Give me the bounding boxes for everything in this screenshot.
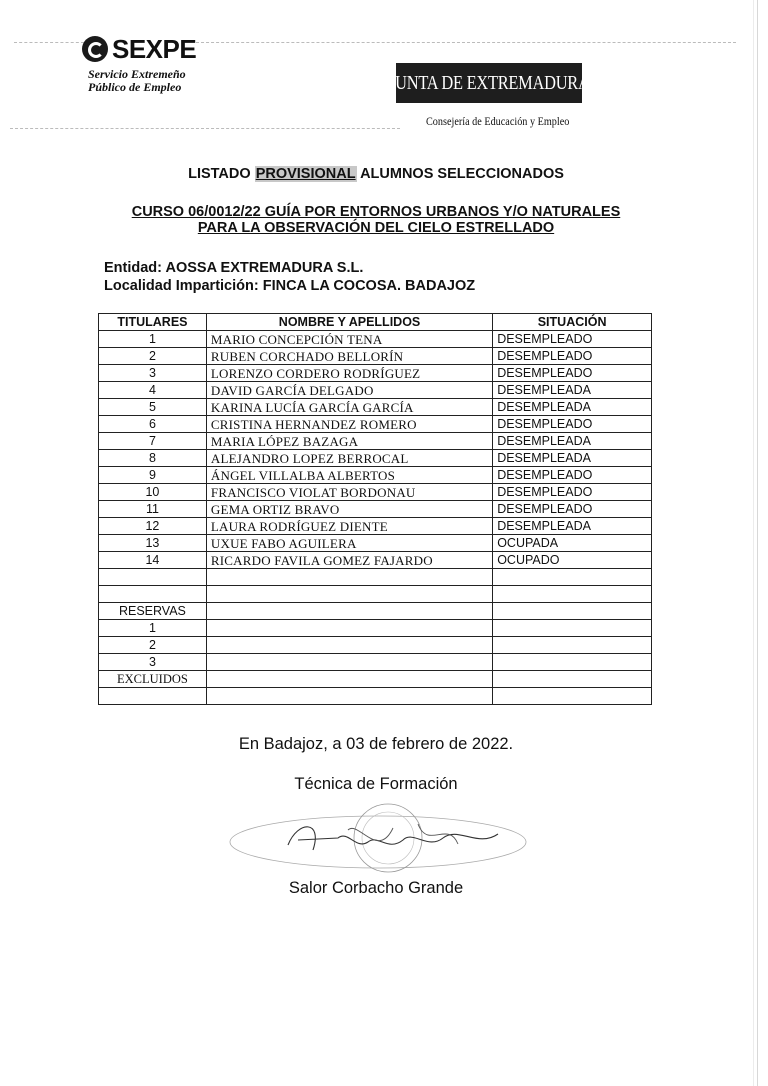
table-body bbox=[99, 331, 652, 705]
row-number: 11 bbox=[99, 501, 207, 518]
student-status: DESEMPLEADO bbox=[493, 467, 652, 484]
student-name: UXUE FABO AGUILERA bbox=[206, 535, 492, 552]
place-date: En Badajoz, a 03 de febrero de 2022. bbox=[238, 735, 514, 753]
empty-cell bbox=[493, 620, 652, 637]
student-name: DAVID GARCÍA DELGADO bbox=[206, 382, 492, 399]
scan-artifact bbox=[10, 128, 400, 129]
student-name: GEMA ORTIZ BRAVO bbox=[206, 501, 492, 518]
scan-edge bbox=[757, 0, 758, 1086]
student-status: DESEMPLEADO bbox=[493, 331, 652, 348]
student-status: DESEMPLEADO bbox=[493, 501, 652, 518]
empty-cell bbox=[99, 569, 207, 586]
document-title bbox=[0, 166, 752, 182]
scan-edge bbox=[753, 0, 754, 1086]
table-row bbox=[99, 433, 652, 450]
empty-cell bbox=[206, 586, 492, 603]
student-name: KARINA LUCÍA GARCÍA GARCÍA bbox=[206, 399, 492, 416]
empty-cell bbox=[206, 688, 492, 705]
student-status: OCUPADO bbox=[493, 552, 652, 569]
student-status: DESEMPLEADO bbox=[493, 484, 652, 501]
row-number: 10 bbox=[99, 484, 207, 501]
sexpe-logo-icon bbox=[82, 36, 108, 62]
student-status: DESEMPLEADA bbox=[493, 450, 652, 467]
empty-cell bbox=[493, 637, 652, 654]
junta-logo bbox=[388, 63, 590, 103]
student-name: ALEJANDRO LOPEZ BERROCAL bbox=[206, 450, 492, 467]
table-row bbox=[99, 382, 652, 399]
student-name: LORENZO CORDERO RODRÍGUEZ bbox=[206, 365, 492, 382]
table-row bbox=[99, 331, 652, 348]
row-number: 12 bbox=[99, 518, 207, 535]
entity-label: Entidad: AOSSA EXTREMADURA S.L. bbox=[104, 260, 364, 276]
row-number: 8 bbox=[99, 450, 207, 467]
empty-cell bbox=[206, 569, 492, 586]
student-status: DESEMPLEADA bbox=[493, 399, 652, 416]
sexpe-logo-name: SEXPE bbox=[112, 34, 197, 64]
title-part: ALUMNOS SELECCIONADOS bbox=[356, 166, 564, 182]
empty-row bbox=[99, 688, 652, 705]
student-status: OCUPADA bbox=[493, 535, 652, 552]
reserve-number: 3 bbox=[99, 654, 207, 671]
empty-cell bbox=[206, 603, 492, 620]
junta-department: Consejería de Educación y Empleo bbox=[426, 114, 570, 128]
row-number: 6 bbox=[99, 416, 207, 433]
scan-artifact bbox=[14, 42, 84, 43]
location-label: Localidad Impartición: FINCA LA COCOSA. BADAJOZ bbox=[104, 278, 476, 294]
sexpe-logo bbox=[82, 34, 222, 94]
sexpe-subtitle-line: Público de Empleo bbox=[88, 80, 182, 94]
table-row bbox=[99, 518, 652, 535]
empty-cell bbox=[493, 569, 652, 586]
table-header-row bbox=[99, 314, 652, 331]
student-name: MARIA LÓPEZ BAZAGA bbox=[206, 433, 492, 450]
student-status: DESEMPLEADO bbox=[493, 348, 652, 365]
title-part: LISTADO bbox=[188, 166, 255, 182]
student-name: CRISTINA HERNANDEZ ROMERO bbox=[206, 416, 492, 433]
table-row bbox=[99, 399, 652, 416]
empty-cell bbox=[206, 620, 492, 637]
reserve-row bbox=[99, 637, 652, 654]
row-number: 14 bbox=[99, 552, 207, 569]
empty-cell bbox=[493, 654, 652, 671]
junta-logo-name: JUNTA DE EXTREMADURA bbox=[388, 71, 590, 94]
table-row bbox=[99, 501, 652, 518]
reserve-row bbox=[99, 654, 652, 671]
stamp-circle bbox=[354, 804, 422, 872]
column-header: TITULARES bbox=[99, 314, 207, 331]
row-number: 4 bbox=[99, 382, 207, 399]
row-number: 5 bbox=[99, 399, 207, 416]
column-header: NOMBRE Y APELLIDOS bbox=[206, 314, 492, 331]
excluded-label: EXCLUIDOS bbox=[99, 671, 207, 688]
signer-name: Salor Corbacho Grande bbox=[288, 879, 464, 897]
student-name: RICARDO FAVILA GOMEZ FAJARDO bbox=[206, 552, 492, 569]
reserve-number: 2 bbox=[99, 637, 207, 654]
student-status: DESEMPLEADA bbox=[493, 433, 652, 450]
student-status: DESEMPLEADA bbox=[493, 518, 652, 535]
student-status: DESEMPLEADO bbox=[493, 416, 652, 433]
empty-cell bbox=[206, 671, 492, 688]
column-header: SITUACIÓN bbox=[493, 314, 652, 331]
row-number: 9 bbox=[99, 467, 207, 484]
student-name: ÁNGEL VILLALBA ALBERTOS bbox=[206, 467, 492, 484]
signature-stroke bbox=[288, 827, 498, 850]
table-row bbox=[99, 348, 652, 365]
reserve-row bbox=[99, 620, 652, 637]
sexpe-subtitle-line: Servicio Extremeño bbox=[88, 67, 186, 81]
sexpe-logo-subtitle bbox=[88, 68, 248, 94]
table-row bbox=[99, 535, 652, 552]
empty-row bbox=[99, 586, 652, 603]
students-table bbox=[98, 313, 652, 705]
empty-cell bbox=[493, 603, 652, 620]
student-name: RUBEN CORCHADO BELLORÍN bbox=[206, 348, 492, 365]
empty-cell bbox=[206, 637, 492, 654]
student-status: DESEMPLEADA bbox=[493, 382, 652, 399]
row-number: 1 bbox=[99, 331, 207, 348]
student-name: MARIO CONCEPCIÓN TENA bbox=[206, 331, 492, 348]
reserve-number: 1 bbox=[99, 620, 207, 637]
student-name: LAURA RODRÍGUEZ DIENTE bbox=[206, 518, 492, 535]
course-title-line1: CURSO 06/0012/22 GUÍA POR ENTORNOS URBANOS Y/O NATURALES bbox=[131, 204, 621, 220]
table-row bbox=[99, 450, 652, 467]
empty-cell bbox=[99, 688, 207, 705]
row-number: 7 bbox=[99, 433, 207, 450]
table-row bbox=[99, 484, 652, 501]
empty-cell bbox=[206, 654, 492, 671]
scan-artifact bbox=[196, 42, 736, 43]
signer-role: Técnica de Formación bbox=[294, 775, 458, 793]
signature-outline bbox=[230, 816, 526, 868]
reserves-header-row bbox=[99, 603, 652, 620]
table-row bbox=[99, 365, 652, 382]
empty-row bbox=[99, 569, 652, 586]
student-name: FRANCISCO VIOLAT BORDONAU bbox=[206, 484, 492, 501]
excluded-header-row bbox=[99, 671, 652, 688]
title-highlight: PROVISIONAL bbox=[255, 166, 356, 182]
reserves-label: RESERVAS bbox=[99, 603, 207, 620]
row-number: 13 bbox=[99, 535, 207, 552]
table-row bbox=[99, 416, 652, 433]
table-row bbox=[99, 467, 652, 484]
row-number: 2 bbox=[99, 348, 207, 365]
student-status: DESEMPLEADO bbox=[493, 365, 652, 382]
row-number: 3 bbox=[99, 365, 207, 382]
empty-cell bbox=[493, 671, 652, 688]
course-title-line2: PARA LA OBSERVACIÓN DEL CIELO ESTRELLADO bbox=[197, 220, 555, 236]
empty-cell bbox=[493, 688, 652, 705]
table-row bbox=[99, 552, 652, 569]
empty-cell bbox=[493, 586, 652, 603]
empty-cell bbox=[99, 586, 207, 603]
signature-stamp bbox=[228, 800, 528, 880]
